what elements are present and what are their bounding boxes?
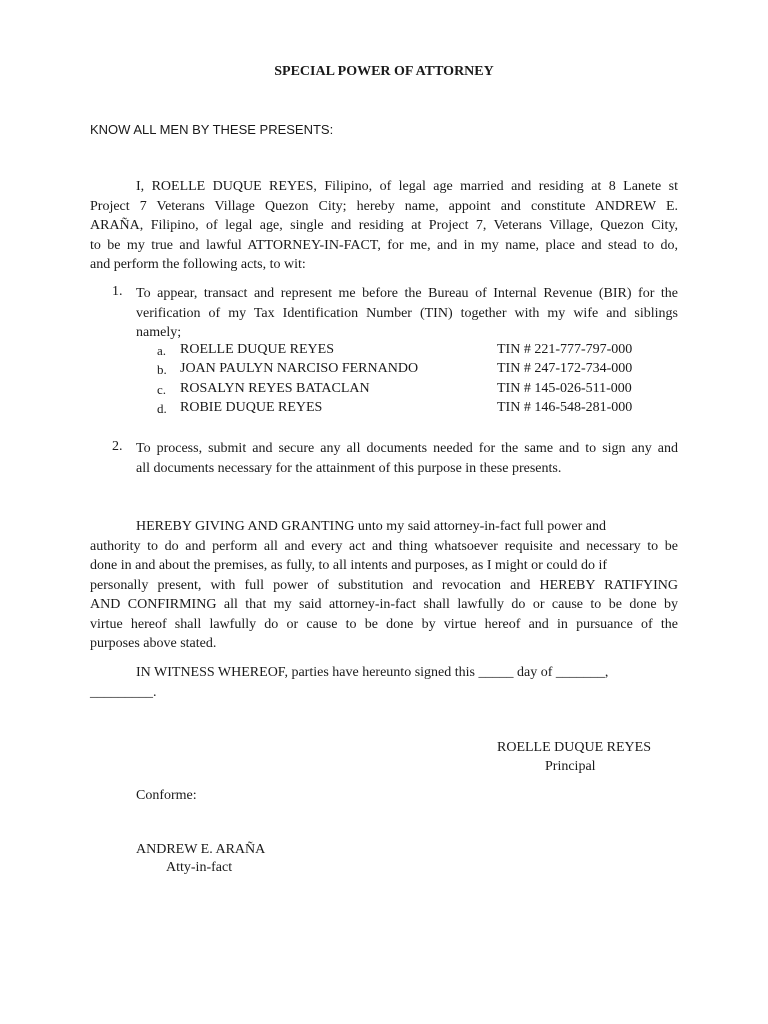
- granting-line: authority to do and perform all and every act and thing whatsoever requisite and necessary to be: [90, 538, 678, 554]
- attorney-role: Atty-in-fact: [166, 860, 233, 875]
- person-letter: a.: [157, 343, 167, 358]
- person-name: ROELLE DUQUE REYES: [180, 342, 334, 357]
- document-title: SPECIAL POWER OF ATTORNEY: [274, 64, 494, 79]
- person-letter: d.: [157, 401, 167, 416]
- person-name: JOAN PAULYN NARCISO FERNANDO: [180, 361, 419, 376]
- person-tin: TIN # 221-777-797-000: [497, 342, 633, 357]
- intro-line: to be my true and lawful ATTORNEY-IN-FACT, for me, and in my name, place and stead to do,: [90, 237, 678, 253]
- item-1-body: [136, 284, 678, 343]
- conforme-label: Conforme:: [136, 788, 197, 803]
- principal-role: Principal: [545, 759, 596, 774]
- person-name: ROBIE DUQUE REYES: [180, 400, 323, 415]
- granting-line: done in and about the premises, as fully, to all intents and purposes, as I might or could do if: [90, 558, 607, 573]
- intro-line: ARAÑA, Filipino, of legal age, single and residing at Project 7, Veterans Village, Quezon City,: [90, 218, 678, 233]
- intro-line: Project 7 Veterans Village Quezon City; hereby name, appoint and constitute ANDREW E.: [90, 198, 678, 214]
- item-1-line: verification of my Tax Identification Number (TIN) together with my wife and siblings: [136, 305, 678, 321]
- item-2-line: To process, submit and secure any all documents needed for the same and to sign any and: [136, 441, 678, 456]
- item-2-line: all documents necessary for the attainment of this purpose in these presents.: [136, 460, 562, 476]
- item-2-body: [136, 439, 678, 478]
- granting-line: purposes above stated.: [90, 636, 217, 651]
- salutation: KNOW ALL MEN BY THESE PRESENTS:: [90, 122, 334, 137]
- witness-paragraph: [90, 663, 678, 702]
- attorney-name: ANDREW E. ARAÑA: [136, 842, 266, 857]
- granting-paragraph: [90, 517, 678, 654]
- item-1-number: 1.: [112, 284, 123, 299]
- item-1-line: To appear, transact and represent me before the Bureau of Internal Revenue (BIR) for the: [136, 286, 678, 301]
- person-tin: TIN # 146-548-281-000: [497, 400, 633, 415]
- person-name: ROSALYN REYES BATACLAN: [180, 381, 370, 396]
- granting-line: AND CONFIRMING all that my said attorney-in-fact shall lawfully do or cause to be done by: [90, 597, 678, 612]
- granting-line: HEREBY GIVING AND GRANTING unto my said attorney-in-fact full power and: [136, 519, 606, 534]
- person-letter: b.: [157, 362, 167, 377]
- item-2-number: 2.: [112, 439, 123, 454]
- item-1-line: namely;: [136, 325, 182, 340]
- person-tin: TIN # 247-172-734-000: [497, 361, 633, 376]
- intro-paragraph: [90, 177, 678, 275]
- granting-line: virtue hereof shall lawfully do or cause to be done by virtue hereof and in pursuance of the: [90, 616, 678, 632]
- witness-line: _________.: [90, 684, 157, 700]
- person-tin: TIN # 145-026-511-000: [497, 381, 632, 396]
- intro-line: I, ROELLE DUQUE REYES, Filipino, of legal age married and residing at 8 Lanete st: [136, 179, 678, 194]
- granting-line: personally present, with full power of substitution and revocation and HEREBY RATIFYING: [90, 577, 678, 593]
- intro-line: and perform the following acts, to wit:: [90, 257, 306, 272]
- witness-line: IN WITNESS WHEREOF, parties have hereunto signed this _____ day of _______,: [136, 665, 609, 680]
- person-letter: c.: [157, 382, 167, 397]
- principal-name: ROELLE DUQUE REYES: [497, 740, 651, 755]
